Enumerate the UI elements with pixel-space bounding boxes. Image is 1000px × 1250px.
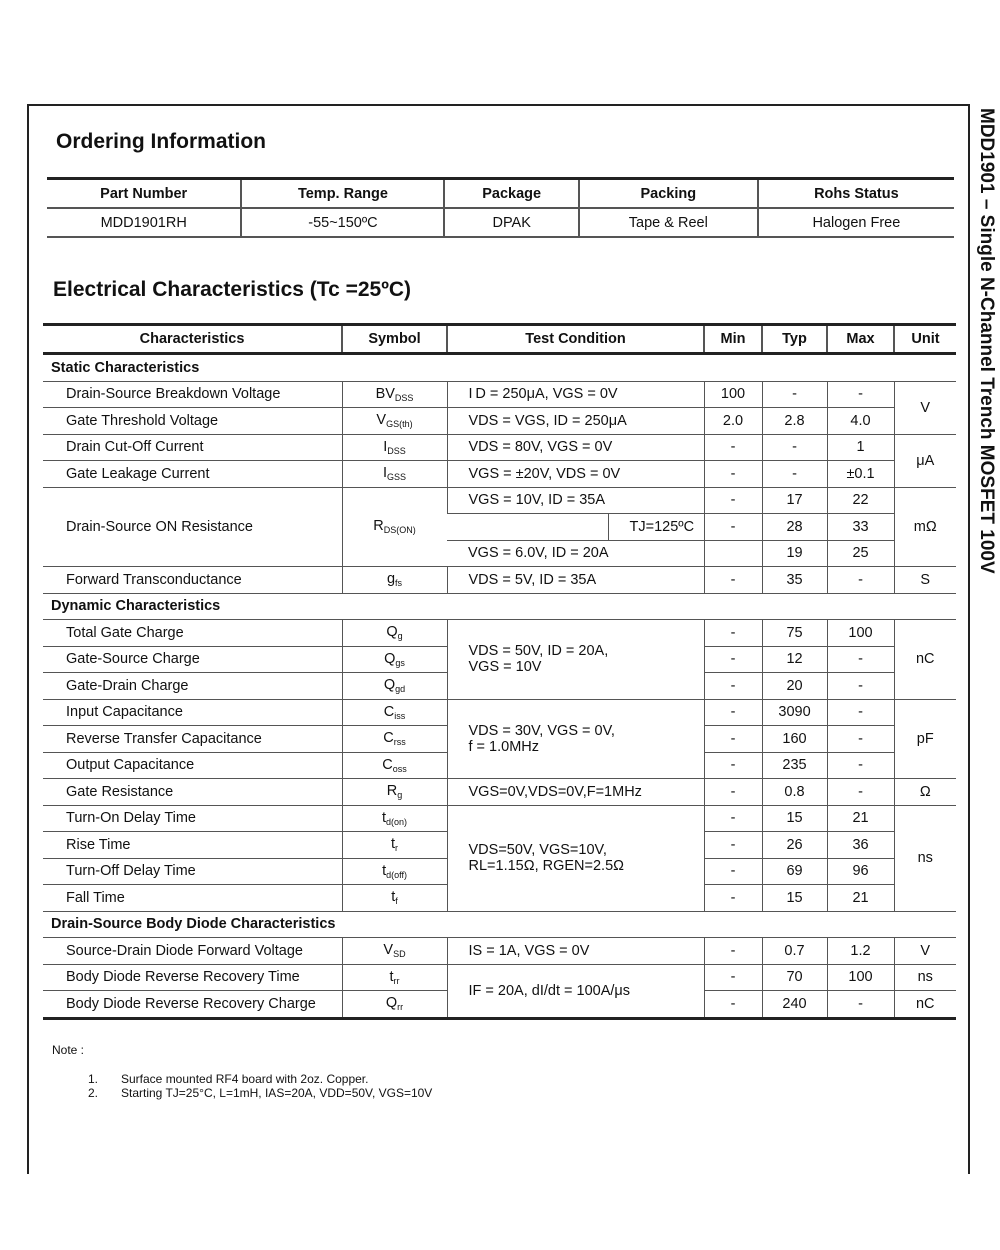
unit-cell: V xyxy=(894,381,956,434)
typ-cell: 12 xyxy=(762,646,827,673)
symbol-text: Q xyxy=(383,677,396,694)
min-cell: - xyxy=(704,832,762,859)
condition-cell: VDS = 5V, ID = 35A xyxy=(447,567,704,594)
symbol-text: V xyxy=(376,412,387,429)
col-package: Package xyxy=(444,179,578,209)
table-row xyxy=(43,911,956,938)
symbol-cell xyxy=(342,726,447,753)
min-cell: - xyxy=(704,487,762,514)
characteristic-cell: Input Capacitance xyxy=(43,699,342,726)
characteristic-cell: Total Gate Charge xyxy=(43,620,342,647)
list-item xyxy=(88,1086,432,1100)
typ-cell: - xyxy=(762,381,827,408)
table-row xyxy=(43,354,956,382)
cell: DPAK xyxy=(444,208,578,237)
symbol-cell xyxy=(342,673,447,700)
side-title-text: MDD1901 – Single N-Channel Trench MOSFET 100V xyxy=(976,108,997,574)
max-cell: 4.0 xyxy=(827,408,894,435)
characteristic-cell: Turn-On Delay Time xyxy=(43,805,342,832)
col-packing: Packing xyxy=(579,179,758,209)
min-cell: - xyxy=(704,620,762,647)
characteristic-cell: Drain-Source Breakdown Voltage xyxy=(43,381,342,408)
note-label: Note : xyxy=(52,1043,85,1057)
symbol-subscript: GSS xyxy=(387,472,407,483)
characteristic-cell: Gate-Source Charge xyxy=(43,646,342,673)
section-header: Static Characteristics xyxy=(43,354,956,382)
unit-cell: V xyxy=(894,938,956,965)
min-cell: - xyxy=(704,646,762,673)
condition-cell: VGS = ±20V, VDS = 0V xyxy=(447,461,704,488)
col-characteristics: Characteristics xyxy=(43,325,342,354)
symbol-subscript: gs xyxy=(395,657,405,668)
unit-cell: S xyxy=(894,567,956,594)
max-cell: - xyxy=(827,567,894,594)
condition-cell: VGS = 6.0V, ID = 20A xyxy=(447,540,704,567)
max-cell: - xyxy=(827,673,894,700)
typ-cell: 26 xyxy=(762,832,827,859)
condition-cell: VDS = 30V, VGS = 0V, f = 1.0MHz xyxy=(447,699,704,779)
ordering-table xyxy=(47,177,954,238)
symbol-text: Q xyxy=(385,995,398,1012)
symbol-text: t xyxy=(389,968,394,985)
symbol-subscript: g xyxy=(397,790,403,801)
max-cell: - xyxy=(827,381,894,408)
symbol-cell xyxy=(342,434,447,461)
symbol-subscript: d(on) xyxy=(386,816,408,827)
min-cell: - xyxy=(704,752,762,779)
symbol-subscript: DSS xyxy=(387,445,406,456)
unit-cell: mΩ xyxy=(894,487,956,567)
symbol-subscript: f xyxy=(395,896,398,907)
symbol-text: C xyxy=(383,730,394,747)
symbol-cell xyxy=(342,567,447,594)
max-cell: 36 xyxy=(827,832,894,859)
table-row xyxy=(43,805,956,832)
electrical-header-row xyxy=(43,325,956,354)
symbol-text: t xyxy=(390,836,396,853)
characteristic-cell: Turn-Off Delay Time xyxy=(43,858,342,885)
typ-cell: 75 xyxy=(762,620,827,647)
max-cell: 1 xyxy=(827,434,894,461)
max-cell: - xyxy=(827,726,894,753)
symbol-subscript: DSS xyxy=(394,392,414,403)
max-cell: 1.2 xyxy=(827,938,894,965)
section-header: Dynamic Characteristics xyxy=(43,593,956,620)
typ-cell: 19 xyxy=(762,540,827,567)
min-cell: - xyxy=(704,514,762,541)
min-cell: - xyxy=(704,673,762,700)
condition-cell: VDS = 80V, VGS = 0V xyxy=(447,434,704,461)
typ-cell: 0.7 xyxy=(762,938,827,965)
typ-cell: 28 xyxy=(762,514,827,541)
typ-cell: 17 xyxy=(762,487,827,514)
electrical-table xyxy=(43,323,956,1020)
symbol-text: g xyxy=(386,571,396,588)
max-cell: 33 xyxy=(827,514,894,541)
table-row xyxy=(43,964,956,991)
table-row xyxy=(43,699,956,726)
condition-cell: VDS = 50V, ID = 20A, VGS = 10V xyxy=(447,620,704,700)
characteristic-cell: Body Diode Reverse Recovery Time xyxy=(43,964,342,991)
table-row xyxy=(43,593,956,620)
min-cell: - xyxy=(704,699,762,726)
cell: Halogen Free xyxy=(758,208,954,237)
symbol-subscript: DS(ON) xyxy=(383,525,416,536)
symbol-text: I xyxy=(382,465,387,482)
col-typ: Typ xyxy=(762,325,827,354)
typ-cell: 3090 xyxy=(762,699,827,726)
symbol-subscript: iss xyxy=(394,710,406,721)
side-title xyxy=(972,108,1000,748)
symbol-cell xyxy=(342,858,447,885)
condition-cell: VGS = 10V, ID = 35A xyxy=(447,487,704,514)
symbol-subscript: GS(th) xyxy=(386,419,413,430)
condition-cell: IF = 20A, dI/dt = 100A/μs xyxy=(447,964,704,1018)
typ-cell: 15 xyxy=(762,885,827,912)
unit-cell: pF xyxy=(894,699,956,779)
condition-cell: VDS=50V, VGS=10V, RL=1.15Ω, RGEN=2.5Ω xyxy=(447,805,704,911)
typ-cell: 2.8 xyxy=(762,408,827,435)
cell: MDD1901RH xyxy=(47,208,241,237)
condition-cell: I D = 250μA, VGS = 0V xyxy=(447,381,704,408)
col-rohs: Rohs Status xyxy=(758,179,954,209)
characteristic-cell: Gate Threshold Voltage xyxy=(43,408,342,435)
symbol-cell xyxy=(342,779,447,806)
table-row xyxy=(43,938,956,965)
symbol-subscript: rss xyxy=(393,737,406,748)
col-test-condition: Test Condition xyxy=(447,325,704,354)
condition-cell: TJ=125ºC xyxy=(608,514,704,541)
typ-cell: 20 xyxy=(762,673,827,700)
section-header: Drain-Source Body Diode Characteristics xyxy=(43,911,956,938)
unit-cell: Ω xyxy=(894,779,956,806)
max-cell: - xyxy=(827,699,894,726)
col-min: Min xyxy=(704,325,762,354)
symbol-subscript: SD xyxy=(393,949,406,960)
ordering-title: Ordering Information xyxy=(56,130,266,153)
typ-cell: 69 xyxy=(762,858,827,885)
symbol-subscript: d(off) xyxy=(386,869,407,880)
table-row xyxy=(43,381,956,408)
note-number: 1. xyxy=(88,1072,99,1086)
table-row xyxy=(43,620,956,647)
note-text: Starting TJ=25°C, L=1mH, IAS=20A, VDD=50V, VGS=10V xyxy=(121,1086,433,1100)
max-cell: - xyxy=(827,646,894,673)
max-cell: - xyxy=(827,991,894,1019)
symbol-text: C xyxy=(382,756,393,773)
characteristic-cell: Reverse Transfer Capacitance xyxy=(43,726,342,753)
table-row xyxy=(43,487,956,514)
symbol-text: t xyxy=(381,809,386,826)
electrical-title: Electrical Characteristics (Tc =25ºC) xyxy=(53,278,412,301)
col-unit: Unit xyxy=(894,325,956,354)
characteristic-cell: Output Capacitance xyxy=(43,752,342,779)
symbol-text: t xyxy=(391,889,396,906)
symbol-cell xyxy=(342,620,447,647)
min-cell: 100 xyxy=(704,381,762,408)
cell: Tape & Reel xyxy=(579,208,758,237)
characteristic-cell: Body Diode Reverse Recovery Charge xyxy=(43,991,342,1019)
unit-cell: ns xyxy=(894,964,956,991)
typ-cell: - xyxy=(762,434,827,461)
note-text: Surface mounted RF4 board with 2oz. Copper. xyxy=(121,1072,369,1086)
symbol-text: R xyxy=(373,518,384,535)
unit-cell: ns xyxy=(894,805,956,911)
symbol-cell xyxy=(342,461,447,488)
table-row xyxy=(43,461,956,488)
min-cell: - xyxy=(704,461,762,488)
symbol-text: V xyxy=(383,942,394,959)
min-cell: - xyxy=(704,938,762,965)
list-item xyxy=(88,1072,432,1086)
symbol-text: C xyxy=(383,703,395,720)
max-cell: - xyxy=(827,752,894,779)
note-number: 2. xyxy=(88,1086,99,1100)
min-cell: - xyxy=(704,858,762,885)
characteristic-cell: Drain Cut-Off Current xyxy=(43,434,342,461)
condition-cell: VGS=0V,VDS=0V,F=1MHz xyxy=(447,779,704,806)
typ-cell: 235 xyxy=(762,752,827,779)
max-cell: - xyxy=(827,779,894,806)
cell: -55~150ºC xyxy=(241,208,444,237)
characteristic-cell: Gate Resistance xyxy=(43,779,342,806)
min-cell: - xyxy=(704,567,762,594)
condition-cell xyxy=(447,514,608,541)
characteristic-cell: Fall Time xyxy=(43,885,342,912)
min-cell xyxy=(704,540,762,567)
symbol-text: R xyxy=(386,783,398,800)
typ-cell: 35 xyxy=(762,567,827,594)
characteristic-cell: Rise Time xyxy=(43,832,342,859)
table-row xyxy=(43,434,956,461)
characteristic-cell: Gate-Drain Charge xyxy=(43,673,342,700)
col-part-number: Part Number xyxy=(47,179,241,209)
symbol-cell xyxy=(342,964,447,991)
max-cell: ±0.1 xyxy=(827,461,894,488)
typ-cell: 70 xyxy=(762,964,827,991)
symbol-cell xyxy=(342,832,447,859)
min-cell: - xyxy=(704,434,762,461)
characteristic-cell: Forward Transconductance xyxy=(43,567,342,594)
ordering-header-row xyxy=(47,179,954,209)
unit-cell: μA xyxy=(894,434,956,487)
symbol-cell xyxy=(342,699,447,726)
unit-cell: nC xyxy=(894,991,956,1019)
symbol-cell xyxy=(342,408,447,435)
symbol-text: BV xyxy=(375,385,395,402)
symbol-subscript: g xyxy=(397,631,403,642)
symbol-cell xyxy=(342,938,447,965)
table-row xyxy=(43,408,956,435)
col-max: Max xyxy=(827,325,894,354)
typ-cell: 160 xyxy=(762,726,827,753)
symbol-text: Q xyxy=(386,624,398,641)
characteristic-cell: Gate Leakage Current xyxy=(43,461,342,488)
min-cell: - xyxy=(704,991,762,1019)
max-cell: 22 xyxy=(827,487,894,514)
symbol-cell xyxy=(342,487,447,567)
symbol-subscript: rr xyxy=(397,1002,404,1013)
typ-cell: 15 xyxy=(762,805,827,832)
characteristic-cell: Drain-Source ON Resistance xyxy=(43,487,342,567)
symbol-text: Q xyxy=(384,650,396,667)
table-row xyxy=(47,208,954,237)
table-row xyxy=(43,779,956,806)
table-row xyxy=(43,567,956,594)
min-cell: - xyxy=(704,964,762,991)
max-cell: 100 xyxy=(827,620,894,647)
symbol-subscript: fs xyxy=(395,578,403,589)
condition-cell: IS = 1A, VGS = 0V xyxy=(447,938,704,965)
symbol-cell xyxy=(342,991,447,1019)
symbol-text: I xyxy=(383,438,388,455)
max-cell: 21 xyxy=(827,805,894,832)
min-cell: - xyxy=(704,805,762,832)
symbol-cell xyxy=(342,381,447,408)
max-cell: 100 xyxy=(827,964,894,991)
symbol-subscript: gd xyxy=(395,684,406,695)
symbol-subscript: r xyxy=(395,843,399,854)
min-cell: 2.0 xyxy=(704,408,762,435)
symbol-cell xyxy=(342,646,447,673)
col-temp-range: Temp. Range xyxy=(241,179,444,209)
min-cell: - xyxy=(704,779,762,806)
symbol-subscript: oss xyxy=(392,763,407,774)
max-cell: 25 xyxy=(827,540,894,567)
typ-cell: 240 xyxy=(762,991,827,1019)
max-cell: 96 xyxy=(827,858,894,885)
min-cell: - xyxy=(704,726,762,753)
symbol-cell xyxy=(342,885,447,912)
condition-cell: VDS = VGS, ID = 250μA xyxy=(447,408,704,435)
symbol-cell xyxy=(342,752,447,779)
notes-list xyxy=(88,1072,432,1100)
typ-cell: 0.8 xyxy=(762,779,827,806)
symbol-subscript: rr xyxy=(393,975,400,986)
min-cell: - xyxy=(704,885,762,912)
col-symbol: Symbol xyxy=(342,325,447,354)
characteristic-cell: Source-Drain Diode Forward Voltage xyxy=(43,938,342,965)
unit-cell: nC xyxy=(894,620,956,700)
max-cell: 21 xyxy=(827,885,894,912)
typ-cell: - xyxy=(762,461,827,488)
symbol-text: t xyxy=(382,862,387,879)
symbol-cell xyxy=(342,805,447,832)
